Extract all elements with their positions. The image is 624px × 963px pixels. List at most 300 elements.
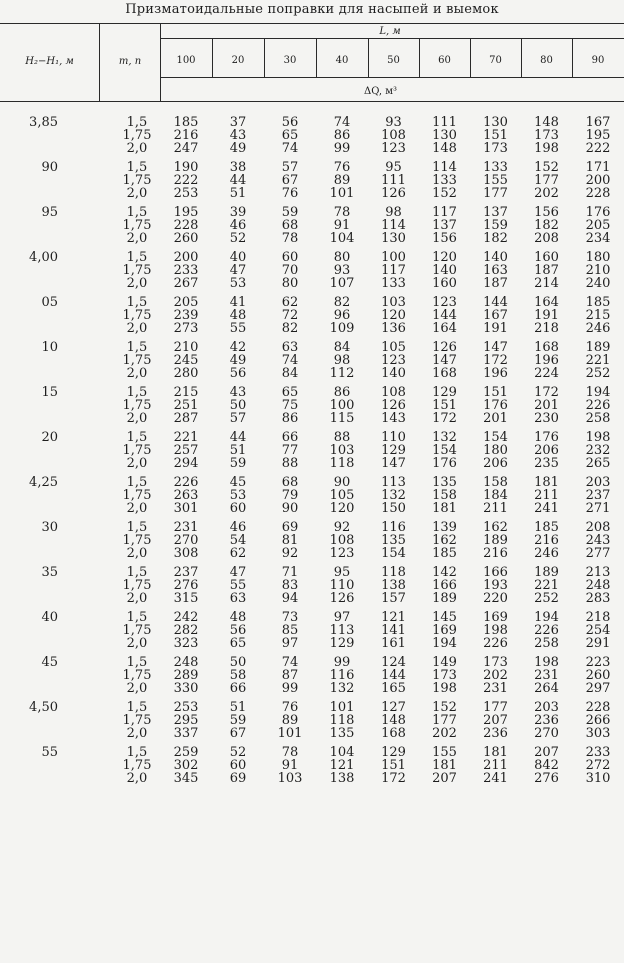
volume-cell: 200 bbox=[585, 173, 611, 188]
volume-cell: 193 bbox=[483, 578, 508, 593]
volume-cell: 142 bbox=[432, 565, 457, 580]
volume-cell: 72 bbox=[281, 308, 299, 323]
volume-cell: 124 bbox=[381, 655, 406, 670]
volume-cell: 104 bbox=[329, 231, 355, 246]
volume-cell: 191 bbox=[534, 308, 559, 323]
volume-cell: 842 bbox=[534, 758, 559, 773]
volume-cell: 226 bbox=[483, 636, 508, 651]
volume-cell: 289 bbox=[173, 668, 199, 683]
volume-cell: 177 bbox=[483, 700, 508, 715]
height-diff-cell bbox=[0, 457, 100, 470]
column-rule bbox=[521, 39, 522, 77]
volume-cell: 56 bbox=[229, 623, 247, 638]
volume-cell: 120 bbox=[329, 501, 355, 516]
volume-cell: 133 bbox=[432, 173, 457, 188]
column-header-20: 20 bbox=[231, 55, 245, 66]
volume-cell: 60 bbox=[229, 501, 247, 516]
volume-cell: 137 bbox=[432, 218, 457, 233]
volume-cell: 82 bbox=[281, 321, 299, 336]
volume-cell: 116 bbox=[329, 668, 355, 683]
volume-cell: 218 bbox=[534, 321, 559, 336]
volume-cell: 92 bbox=[333, 520, 351, 535]
volume-cell: 110 bbox=[329, 578, 355, 593]
slope-cell: 2,0 bbox=[126, 636, 148, 651]
volume-cell: 185 bbox=[534, 520, 559, 535]
volume-cell: 138 bbox=[329, 771, 355, 786]
volume-cell: 207 bbox=[432, 771, 457, 786]
table-row bbox=[0, 650, 624, 669]
volume-cell: 78 bbox=[281, 745, 299, 760]
column-rule bbox=[264, 39, 265, 77]
volume-cell: 86 bbox=[333, 128, 351, 143]
slope-cell: 1,5 bbox=[126, 565, 148, 580]
height-diff-cell bbox=[0, 714, 100, 727]
volume-cell: 220 bbox=[483, 591, 508, 606]
height-diff-cell: 45 bbox=[41, 655, 58, 670]
table-row bbox=[0, 759, 624, 772]
volume-cell: 190 bbox=[173, 160, 199, 175]
column-header-40: 40 bbox=[335, 55, 349, 66]
top-rule bbox=[0, 23, 624, 24]
column-rule bbox=[572, 39, 573, 77]
volume-cell: 185 bbox=[432, 546, 457, 561]
slope-cell: 1,5 bbox=[126, 745, 148, 760]
volume-cell: 67 bbox=[281, 173, 299, 188]
volume-cell: 237 bbox=[173, 565, 199, 580]
volume-cell: 176 bbox=[534, 430, 559, 445]
volume-cell: 75 bbox=[281, 398, 299, 413]
slope-cell: 1,75 bbox=[122, 578, 152, 593]
volume-cell: 118 bbox=[329, 456, 355, 471]
volume-cell: 107 bbox=[329, 276, 355, 291]
volume-cell: 144 bbox=[483, 295, 508, 310]
slope-cell: 1,5 bbox=[126, 520, 148, 535]
volume-cell: 48 bbox=[229, 308, 247, 323]
volume-cell: 330 bbox=[173, 681, 199, 696]
column-rule bbox=[316, 39, 317, 77]
volume-cell: 211 bbox=[483, 758, 508, 773]
column-header-90: 90 bbox=[591, 55, 605, 66]
volume-cell: 123 bbox=[329, 546, 355, 561]
length-header: L, м bbox=[379, 26, 401, 37]
volume-cell: 187 bbox=[534, 263, 559, 278]
volume-cell: 260 bbox=[173, 231, 199, 246]
height-diff-cell bbox=[0, 219, 100, 232]
height-diff-cell bbox=[0, 772, 100, 785]
volume-cell: 218 bbox=[585, 610, 611, 625]
volume-cell: 76 bbox=[281, 186, 299, 201]
volume-cell: 241 bbox=[534, 501, 559, 516]
volume-cell: 55 bbox=[229, 578, 247, 593]
volume-cell: 46 bbox=[229, 218, 247, 233]
volume-cell: 148 bbox=[432, 141, 457, 156]
volume-cell: 263 bbox=[173, 488, 199, 503]
volume-cell: 148 bbox=[534, 115, 559, 130]
table-row bbox=[0, 457, 624, 470]
volume-cell: 104 bbox=[329, 745, 355, 760]
volume-cell: 54 bbox=[229, 533, 247, 548]
volume-cell: 126 bbox=[381, 186, 406, 201]
volume-cell: 69 bbox=[281, 520, 299, 535]
table-row bbox=[0, 142, 624, 155]
volume-cell: 168 bbox=[381, 726, 406, 741]
volume-cell: 177 bbox=[534, 173, 559, 188]
volume-cell: 91 bbox=[281, 758, 299, 773]
height-diff-cell: 05 bbox=[41, 295, 58, 310]
volume-cell: 59 bbox=[229, 456, 247, 471]
volume-cell: 66 bbox=[229, 681, 247, 696]
volume-cell: 115 bbox=[329, 411, 355, 426]
volume-cell: 112 bbox=[329, 366, 355, 381]
height-diff-cell bbox=[0, 232, 100, 245]
volume-cell: 241 bbox=[483, 771, 508, 786]
height-diff-cell bbox=[0, 534, 100, 547]
volume-cell: 123 bbox=[381, 141, 406, 156]
volume-cell: 99 bbox=[281, 681, 299, 696]
column-rule bbox=[368, 39, 369, 77]
volume-cell: 166 bbox=[483, 565, 508, 580]
volume-cell: 117 bbox=[432, 205, 457, 220]
table-row bbox=[0, 219, 624, 232]
volume-cell: 214 bbox=[534, 276, 559, 291]
volume-cell: 291 bbox=[585, 636, 611, 651]
volume-cell: 108 bbox=[329, 533, 355, 548]
volume-cell: 135 bbox=[381, 533, 406, 548]
header-bottom-rule bbox=[0, 101, 624, 102]
volume-cell: 166 bbox=[432, 578, 457, 593]
volume-cell: 65 bbox=[281, 128, 299, 143]
volume-cell: 65 bbox=[281, 385, 299, 400]
table-row bbox=[0, 322, 624, 335]
volume-cell: 282 bbox=[173, 623, 199, 638]
volume-cell: 149 bbox=[432, 655, 457, 670]
volume-cell: 74 bbox=[281, 141, 299, 156]
height-diff-cell: 4,50 bbox=[29, 700, 58, 715]
volume-cell: 194 bbox=[534, 610, 559, 625]
volume-cell: 189 bbox=[534, 565, 559, 580]
volume-cell: 198 bbox=[483, 623, 508, 638]
volume-cell: 169 bbox=[483, 610, 508, 625]
volume-cell: 194 bbox=[585, 385, 611, 400]
height-diff-cell bbox=[0, 579, 100, 592]
volume-cell: 196 bbox=[483, 366, 508, 381]
table-title: Призматоидальные поправки для насыпей и выемок bbox=[125, 2, 499, 17]
table-row bbox=[0, 502, 624, 515]
volume-cell: 208 bbox=[585, 520, 611, 535]
volume-cell: 65 bbox=[229, 636, 247, 651]
columns-bottom-rule bbox=[160, 77, 624, 78]
table-row bbox=[0, 534, 624, 547]
volume-cell: 152 bbox=[534, 160, 559, 175]
volume-cell: 222 bbox=[173, 173, 199, 188]
slope-cell: 2,0 bbox=[126, 231, 148, 246]
volume-cell: 138 bbox=[381, 578, 406, 593]
volume-cell: 162 bbox=[483, 520, 508, 535]
volume-cell: 173 bbox=[432, 668, 457, 683]
volume-cell: 196 bbox=[534, 353, 559, 368]
slope-cell: 1,75 bbox=[122, 443, 152, 458]
volume-cell: 132 bbox=[381, 488, 406, 503]
height-diff-cell bbox=[0, 637, 100, 650]
slope-cell: 2,0 bbox=[126, 591, 148, 606]
slope-cell: 2,0 bbox=[126, 456, 148, 471]
volume-cell: 62 bbox=[229, 546, 247, 561]
height-diff-cell bbox=[0, 682, 100, 695]
volume-cell: 159 bbox=[483, 218, 508, 233]
volume-cell: 63 bbox=[229, 591, 247, 606]
table-row bbox=[0, 727, 624, 740]
slope-cell: 2,0 bbox=[126, 141, 148, 156]
slope-cell: 1,75 bbox=[122, 488, 152, 503]
volume-cell: 195 bbox=[585, 128, 611, 143]
volume-cell: 151 bbox=[432, 398, 457, 413]
volume-cell: 105 bbox=[329, 488, 355, 503]
volume-cell: 114 bbox=[381, 218, 406, 233]
table-row bbox=[0, 174, 624, 187]
column-rule bbox=[470, 39, 471, 77]
height-diff-cell: 4,00 bbox=[29, 250, 58, 265]
volume-cell: 272 bbox=[585, 758, 611, 773]
volume-cell: 216 bbox=[173, 128, 199, 143]
volume-cell: 53 bbox=[229, 488, 247, 503]
volume-cell: 135 bbox=[329, 726, 355, 741]
table-row bbox=[0, 547, 624, 560]
slope-cell: 2,0 bbox=[126, 276, 148, 291]
height-diff-cell bbox=[0, 277, 100, 290]
height-diff-cell: 95 bbox=[41, 205, 58, 220]
volume-cell: 258 bbox=[534, 636, 559, 651]
volume-cell: 154 bbox=[381, 546, 406, 561]
volume-cell: 62 bbox=[281, 295, 299, 310]
height-diff-cell bbox=[0, 187, 100, 200]
volume-cell: 39 bbox=[229, 205, 247, 220]
volume-cell: 97 bbox=[333, 610, 351, 625]
volume-cell: 113 bbox=[329, 623, 355, 638]
volume-cell: 37 bbox=[229, 115, 247, 130]
table-row bbox=[0, 470, 624, 489]
table-row bbox=[0, 579, 624, 592]
height-diff-cell: 40 bbox=[41, 610, 58, 625]
volume-cell: 185 bbox=[173, 115, 199, 130]
volume-cell: 181 bbox=[432, 501, 457, 516]
volume-cell: 47 bbox=[229, 263, 247, 278]
volume-cell: 55 bbox=[229, 321, 247, 336]
volume-cell: 136 bbox=[381, 321, 406, 336]
height-diff-cell: 90 bbox=[41, 160, 58, 175]
volume-cell: 68 bbox=[281, 475, 299, 490]
volume-cell: 245 bbox=[173, 353, 199, 368]
volume-cell: 98 bbox=[333, 353, 351, 368]
table-row bbox=[0, 489, 624, 502]
volume-cell: 172 bbox=[381, 771, 406, 786]
volume-cell: 71 bbox=[281, 565, 299, 580]
height-diff-cell: 55 bbox=[41, 745, 58, 760]
volume-cell: 129 bbox=[432, 385, 457, 400]
table-row bbox=[0, 669, 624, 682]
volume-cell: 205 bbox=[585, 218, 611, 233]
table-row bbox=[0, 515, 624, 534]
height-diff-cell: 15 bbox=[41, 385, 58, 400]
volume-cell: 171 bbox=[585, 160, 611, 175]
height-diff-cell bbox=[0, 444, 100, 457]
volume-cell: 184 bbox=[483, 488, 508, 503]
volume-cell: 139 bbox=[432, 520, 457, 535]
volume-cell: 57 bbox=[281, 160, 299, 175]
volume-cell: 161 bbox=[381, 636, 406, 651]
volume-cell: 302 bbox=[173, 758, 199, 773]
slope-cell: 1,5 bbox=[126, 160, 148, 175]
table-row bbox=[0, 232, 624, 245]
volume-cell: 198 bbox=[534, 655, 559, 670]
volume-cell: 105 bbox=[381, 340, 406, 355]
volume-cell: 60 bbox=[281, 250, 299, 265]
volume-cell: 44 bbox=[229, 173, 247, 188]
table-row bbox=[0, 309, 624, 322]
volume-cell: 74 bbox=[333, 115, 351, 130]
volume-cell: 130 bbox=[483, 115, 508, 130]
table-row bbox=[0, 412, 624, 425]
volume-cell: 180 bbox=[585, 250, 611, 265]
volume-cell: 155 bbox=[432, 745, 457, 760]
slope-cell: 1,75 bbox=[122, 218, 152, 233]
volume-cell: 216 bbox=[483, 546, 508, 561]
table-row bbox=[0, 740, 624, 759]
volume-cell: 79 bbox=[281, 488, 299, 503]
volume-cell: 271 bbox=[585, 501, 611, 516]
slope-header: m, n bbox=[118, 56, 142, 67]
volume-cell: 315 bbox=[173, 591, 199, 606]
volume-cell: 308 bbox=[173, 546, 199, 561]
volume-cell: 167 bbox=[483, 308, 508, 323]
volume-cell: 74 bbox=[281, 655, 299, 670]
volume-cell: 108 bbox=[381, 385, 406, 400]
volume-cell: 91 bbox=[333, 218, 351, 233]
volume-cell: 88 bbox=[281, 456, 299, 471]
volume-cell: 127 bbox=[381, 700, 406, 715]
height-diff-cell: 10 bbox=[41, 340, 58, 355]
volume-cell: 147 bbox=[381, 456, 406, 471]
volume-cell: 231 bbox=[483, 681, 508, 696]
table-row bbox=[0, 110, 624, 129]
volume-cell: 259 bbox=[173, 745, 199, 760]
volume-cell: 232 bbox=[585, 443, 611, 458]
volume-cell: 118 bbox=[381, 565, 406, 580]
volume-cell: 172 bbox=[534, 385, 559, 400]
volume-cell: 93 bbox=[385, 115, 402, 130]
volume-cell: 41 bbox=[229, 295, 247, 310]
volume-cell: 97 bbox=[281, 636, 299, 651]
volume-cell: 189 bbox=[483, 533, 508, 548]
volume-cell: 118 bbox=[329, 713, 355, 728]
volume-cell: 156 bbox=[432, 231, 457, 246]
height-diff-cell bbox=[0, 322, 100, 335]
volume-cell: 246 bbox=[585, 321, 611, 336]
table-row bbox=[0, 425, 624, 444]
volume-cell: 145 bbox=[432, 610, 457, 625]
height-diff-cell bbox=[0, 592, 100, 605]
volume-cell: 181 bbox=[483, 745, 508, 760]
height-diff-cell bbox=[0, 669, 100, 682]
volume-cell: 151 bbox=[483, 128, 508, 143]
volume-cell: 132 bbox=[432, 430, 457, 445]
volume-cell: 198 bbox=[534, 141, 559, 156]
slope-cell: 1,5 bbox=[126, 115, 148, 130]
volume-cell: 93 bbox=[333, 263, 351, 278]
volume-cell: 248 bbox=[585, 578, 611, 593]
volume-cell: 203 bbox=[585, 475, 611, 490]
volume-cell: 224 bbox=[534, 366, 559, 381]
header-divider-2 bbox=[160, 23, 161, 101]
volume-cell: 140 bbox=[432, 263, 457, 278]
volume-cell: 126 bbox=[329, 591, 355, 606]
slope-cell: 1,5 bbox=[126, 295, 148, 310]
volume-cell: 154 bbox=[483, 430, 508, 445]
volume-cell: 221 bbox=[173, 430, 199, 445]
volume-cell: 200 bbox=[173, 250, 199, 265]
height-diff-cell: 20 bbox=[41, 430, 58, 445]
volume-cell: 56 bbox=[281, 115, 299, 130]
volume-cell: 247 bbox=[173, 141, 199, 156]
volume-cell: 233 bbox=[585, 745, 611, 760]
volume-cell: 156 bbox=[534, 205, 559, 220]
volume-cell: 148 bbox=[381, 713, 406, 728]
volume-cell: 163 bbox=[483, 263, 508, 278]
column-rule bbox=[212, 39, 213, 77]
volume-cell: 198 bbox=[585, 430, 611, 445]
slope-cell: 1,75 bbox=[122, 263, 152, 278]
volume-cell: 80 bbox=[333, 250, 351, 265]
volume-cell: 303 bbox=[585, 726, 611, 741]
volume-cell: 201 bbox=[534, 398, 559, 413]
slope-cell: 1,75 bbox=[122, 623, 152, 638]
slope-cell: 1,75 bbox=[122, 758, 152, 773]
table-row bbox=[0, 592, 624, 605]
volume-cell: 78 bbox=[281, 231, 299, 246]
table-row bbox=[0, 682, 624, 695]
volume-cell: 80 bbox=[281, 276, 299, 291]
volume-cell: 242 bbox=[173, 610, 199, 625]
table-row bbox=[0, 714, 624, 727]
volume-cell: 164 bbox=[432, 321, 457, 336]
height-diff-cell bbox=[0, 354, 100, 367]
volume-cell: 99 bbox=[333, 655, 351, 670]
table-row bbox=[0, 129, 624, 142]
volume-cell: 234 bbox=[585, 231, 611, 246]
volume-cell: 173 bbox=[534, 128, 559, 143]
height-diff-cell: 3,85 bbox=[29, 115, 58, 130]
slope-cell: 1,5 bbox=[126, 475, 148, 490]
volume-cell: 126 bbox=[432, 340, 457, 355]
volume-cell: 84 bbox=[333, 340, 351, 355]
volume-cell: 52 bbox=[229, 745, 247, 760]
volume-cell: 92 bbox=[281, 546, 299, 561]
volume-cell: 253 bbox=[173, 186, 199, 201]
volume-cell: 202 bbox=[432, 726, 457, 741]
volume-cell: 189 bbox=[432, 591, 457, 606]
volume-cell: 206 bbox=[483, 456, 508, 471]
volume-cell: 101 bbox=[329, 700, 355, 715]
volume-cell: 160 bbox=[432, 276, 457, 291]
volume-cell: 165 bbox=[381, 681, 406, 696]
volume-cell: 147 bbox=[432, 353, 457, 368]
volume-cell: 42 bbox=[229, 340, 247, 355]
volume-cell: 210 bbox=[173, 340, 199, 355]
volume-cell: 150 bbox=[381, 501, 406, 516]
volume-cell: 177 bbox=[432, 713, 457, 728]
volume-header: ΔQ, м³ bbox=[364, 86, 398, 97]
volume-cell: 198 bbox=[432, 681, 457, 696]
table-row bbox=[0, 245, 624, 264]
